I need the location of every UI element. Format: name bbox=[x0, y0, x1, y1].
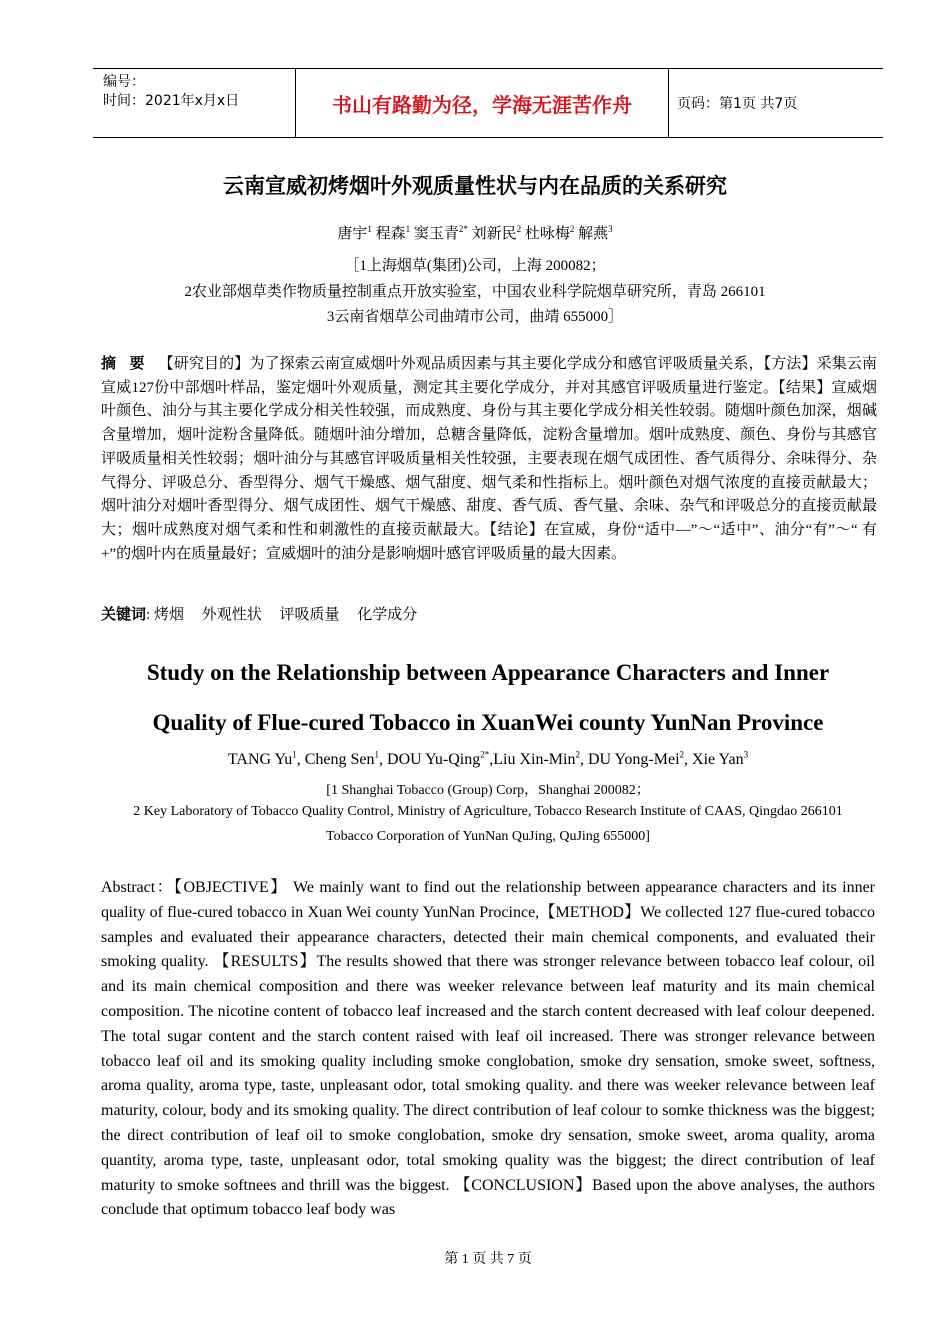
affiliation-en-1: [1 Shanghai Tobacco (Group) Corp，Shanghai 200082； bbox=[326, 783, 650, 798]
author-en: Xie Yan$^3$ bbox=[692, 749, 749, 768]
paper-title-en-line-1: Study on the Relationship between Appearance Characters and Inner bbox=[146, 660, 830, 685]
author-cn: 刘新民$^2$ bbox=[471, 224, 522, 242]
paper-title-cn: 云南宣威初烤烟叶外观质量性状与内在品质的关系研究 bbox=[223, 174, 727, 198]
author-cn: 解燕$^3$ bbox=[578, 224, 613, 242]
affiliation-en-3: Tobacco Corporation of YunNan QuJing, QuJing 655000] bbox=[326, 829, 650, 844]
keyword: 化学成分 bbox=[357, 607, 418, 623]
affiliation-en-2: 2 Key Laboratory of Tobacco Quality Control, Ministry of Agriculture, Tobacco Research Institute of CAAS, Qingdao 266101 bbox=[133, 804, 843, 819]
abstract-cn-text: 【研究目的】为了探索云南宣威烟叶外观品质因素与其主要化学成分和感官评吸质量关系，【方法】采集云南宣威127份中部烟叶样品，鉴定烟叶外观质量，测定其主要化学成分，并对其感官评吸质量进行鉴定。【结果】宣威烟叶颜色、油分与其主要化学成分相关性较强，而成熟度、身份与其主要化学成分相关性较弱。随烟叶颜色加深，烟碱含量增加，烟叶淀粉含量降低。随烟叶油分增加，总糖含量降低，淀粉含量增加。烟叶成熟度、颜色、身份与其感官评吸质量相关性较弱；烟叶油分与其感官评吸质量相关性较强，主要表现在烟气成团性、香气质得分、余味得分、杂气得分、评吸总分、香型得分、烟气干燥感、烟气甜度、烟气柔和性指标上。烟叶颜色对烟气浓度的直接贡献最大；烟叶油分对烟叶香型得分、烟气成团性、烟气干燥感、甜度、香气质、香气量、余味、杂气和评吸总分的直接贡献最大；烟叶成熟度对烟气柔和性和刺激性的直接贡献最大。【结论】在宣威，身份“适中—”～“适中”、油分“有”～“ 有+”的烟叶内在质量最好；宣威烟叶的油分是影响烟叶感官评吸质量的最大因素。 bbox=[101, 356, 877, 562]
header-motto: 书山有路勤为径，学海无涯苦作舟 bbox=[295, 69, 669, 137]
keyword: 烤烟 bbox=[153, 607, 184, 623]
author-cn: 程森$^1$ bbox=[375, 224, 411, 242]
page-footer: 第 1 页 共 7 页 bbox=[444, 1252, 532, 1267]
document-number-label: 编号： bbox=[103, 74, 145, 90]
author-cn: 唐宇$^1$ bbox=[337, 224, 372, 242]
abstract-cn bbox=[101, 352, 877, 566]
abstract-cn-label: 摘 要 bbox=[101, 354, 149, 372]
document-time: 时间：2021年x月x日 bbox=[103, 93, 240, 109]
keyword: 外观性状 bbox=[201, 607, 262, 623]
author-cn: 杜咏梅$^2$ bbox=[524, 224, 575, 242]
keyword: 评吸质量 bbox=[279, 607, 340, 623]
author-en: DOU Yu-Qing$^{2*}$, bbox=[387, 749, 494, 768]
authors-en bbox=[0, 751, 950, 769]
header-page-code: 页码：第1页 共7页 bbox=[677, 96, 798, 112]
page-header bbox=[93, 68, 883, 138]
author-cn: 窦玉青$^{2*}$ bbox=[413, 224, 468, 242]
authors-cn bbox=[0, 222, 950, 243]
keywords-cn bbox=[101, 603, 877, 624]
abstract-en: Abstract：【OBJECTIVE】 We mainly want to find out the relationship between appearance characters and its inner quality of flue-cured tobacco in Xuan Wei county YunNan Procince,【METHOD】We collected 127 flue-cured tobacco samples and evaluated their appearance characters, detected their main chemical components, and evaluated their smoking quality. 【RESULTS】The results showed that there was stronger relevance between tobacco leaf colour, oil and its main chemical composition and there was weeker relevance between leaf maturity and its main chemical composition. The nicotine content of tobacco leaf increased and the starch content decreased with leaf colour deepened. The total sugar content and the starch content raised with leaf oil increased. There was stronger relevance between tobacco leaf oil and its smoking quality including smoke conglobation, smoke dry sensation, smoke sweet, softness, aroma quality, aroma type, taste, unpleasant odor, total smoking quality. and there was weeker relevance between leaf maturity, colour, body and its smoking quality. The direct contribution of leaf colour to somke thickness was the biggest; the direct contribution of leaf oil to smoke conglobation, smoke dry sensation, smoke sweet, aroma quality, aroma quantity, aroma type, taste, unpleasant odor, total smoking quality was the biggest; the direct contribution of leaf maturity to smoke softnees and thrill was the biggest. 【CONCLUSION】Based upon the above analyses, the authors conclude that optimum tobacco leaf body was bbox=[101, 879, 875, 1219]
author-en: DU Yong-Mei$^2$, bbox=[587, 749, 693, 768]
keywords-colon: : bbox=[146, 607, 151, 623]
keywords-label: 关键词 bbox=[101, 605, 147, 623]
affiliation-cn-1: ［1上海烟草(集团)公司，上海 200082； bbox=[344, 258, 606, 274]
affiliation-cn-3: 3云南省烟草公司曲靖市公司，曲靖 655000］ bbox=[326, 309, 624, 325]
paper-title-en-line-2: Quality of Flue-cured Tobacco in XuanWei county YunNan Province bbox=[152, 710, 824, 735]
header-meta bbox=[93, 69, 295, 137]
author-en: TANG Yu$^1$, bbox=[227, 749, 305, 768]
author-en: Liu Xin-Min$^2$, bbox=[493, 749, 588, 768]
author-en: Cheng Sen$^1$, bbox=[304, 749, 388, 768]
affiliation-cn-2: 2农业部烟草类作物质量控制重点开放实验室，中国农业科学院烟草研究所，青岛 266101 bbox=[184, 284, 766, 300]
